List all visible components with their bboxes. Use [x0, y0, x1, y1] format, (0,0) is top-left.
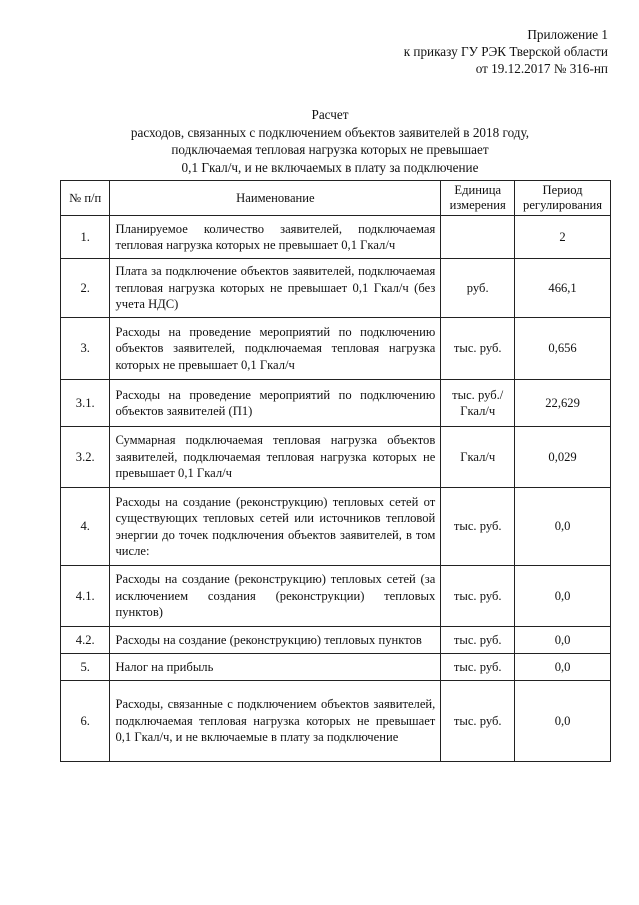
row-value: 0,029 [515, 427, 611, 488]
row-name: Суммарная подключаемая тепловая нагрузка объектов заявителей, подключаемая тепловая нагрузка которых не превышает 0,1 Гкал/ч [110, 427, 441, 488]
title-line-4: 0,1 Гкал/ч, и не включаемых в плату за подключение [181, 159, 479, 175]
row-name: Расходы на создание (реконструкцию) тепловых сетей (за исключением создания (реконструкции) тепловых пунктов) [110, 566, 441, 627]
order-date: от 19.12.2017 № 316-нп [475, 61, 608, 76]
row-value: 466,1 [515, 259, 611, 318]
row-name: Расходы на проведение мероприятий по подключению объектов заявителей (П1) [110, 380, 441, 427]
row-unit: Гкал/ч [441, 427, 515, 488]
row-num: 4.2. [61, 627, 110, 654]
header-period: Период регулирования [515, 181, 611, 216]
table-row [61, 318, 611, 380]
row-num: 6. [61, 681, 110, 762]
row-value: 0,656 [515, 318, 611, 380]
table-row [61, 627, 611, 654]
title-line-2: расходов, связанных с подключением объектов заявителей в 2018 году, [130, 124, 530, 140]
table-row [61, 380, 611, 427]
row-unit: руб. [441, 259, 515, 318]
row-num: 2. [61, 259, 110, 318]
row-name: Расходы на проведение мероприятий по подключению объектов заявителей, подключаемая тепловая нагрузка которых не превышает 0,1 Гкал/ч [110, 318, 441, 380]
row-num: 5. [61, 654, 110, 681]
row-name: Расходы на создание (реконструкцию) тепловых пунктов [110, 627, 441, 654]
table-row [61, 566, 611, 627]
calculation-table [60, 180, 611, 762]
row-num: 3.1. [61, 380, 110, 427]
appendix-header [404, 26, 608, 77]
row-value: 2 [515, 216, 611, 259]
document-title [60, 106, 600, 176]
header-name: Наименование [110, 181, 441, 216]
row-value: 0,0 [515, 627, 611, 654]
row-num: 3. [61, 318, 110, 380]
row-name: Налог на прибыль [110, 654, 441, 681]
row-unit: тыс. руб. [441, 627, 515, 654]
appendix-label: Приложение 1 [527, 27, 608, 42]
row-unit: тыс. руб. [441, 654, 515, 681]
row-unit [441, 216, 515, 259]
row-name: Плата за подключение объектов заявителей, подключаемая тепловая нагрузка которых не превышает 0,1 Гкал/ч (без учета НДС) [110, 259, 441, 318]
row-num: 3.2. [61, 427, 110, 488]
row-value: 22,629 [515, 380, 611, 427]
row-num: 4.1. [61, 566, 110, 627]
title-line-1: Расчет [311, 107, 349, 122]
row-name: Расходы на создание (реконструкцию) тепловых сетей от существующих тепловых сетей или источников тепловой энергии до точек подключения объектов заявителей, в том числе: [110, 488, 441, 566]
table-row [61, 654, 611, 681]
row-name: Расходы, связанные с подключением объектов заявителей, подключаемая тепловая нагрузка которых не превышает 0,1 Гкал/ч, и не включаемые в плату за подключение [110, 681, 441, 762]
row-value: 0,0 [515, 488, 611, 566]
row-num: 4. [61, 488, 110, 566]
table-row [61, 216, 611, 259]
table-header-row [61, 181, 611, 216]
row-value: 0,0 [515, 681, 611, 762]
row-unit: тыс. руб. [441, 318, 515, 380]
table-row [61, 488, 611, 566]
row-unit: тыс. руб. [441, 488, 515, 566]
header-unit: Единица измерения [441, 181, 515, 216]
table-row [61, 681, 611, 762]
row-unit: тыс. руб./Гкал/ч [441, 380, 515, 427]
title-line-3: подключаемая тепловая нагрузка которых не превышает [171, 142, 489, 157]
table-row [61, 427, 611, 488]
row-value: 0,0 [515, 566, 611, 627]
row-num: 1. [61, 216, 110, 259]
order-reference: к приказу ГУ РЭК Тверской области [403, 44, 608, 59]
row-value: 0,0 [515, 654, 611, 681]
header-num: № п/п [61, 181, 110, 216]
table-row [61, 259, 611, 318]
row-unit: тыс. руб. [441, 681, 515, 762]
row-unit: тыс. руб. [441, 566, 515, 627]
row-name: Планируемое количество заявителей, подключаемая тепловая нагрузка которых не превышает 0,1 Гкал/ч [110, 216, 441, 259]
